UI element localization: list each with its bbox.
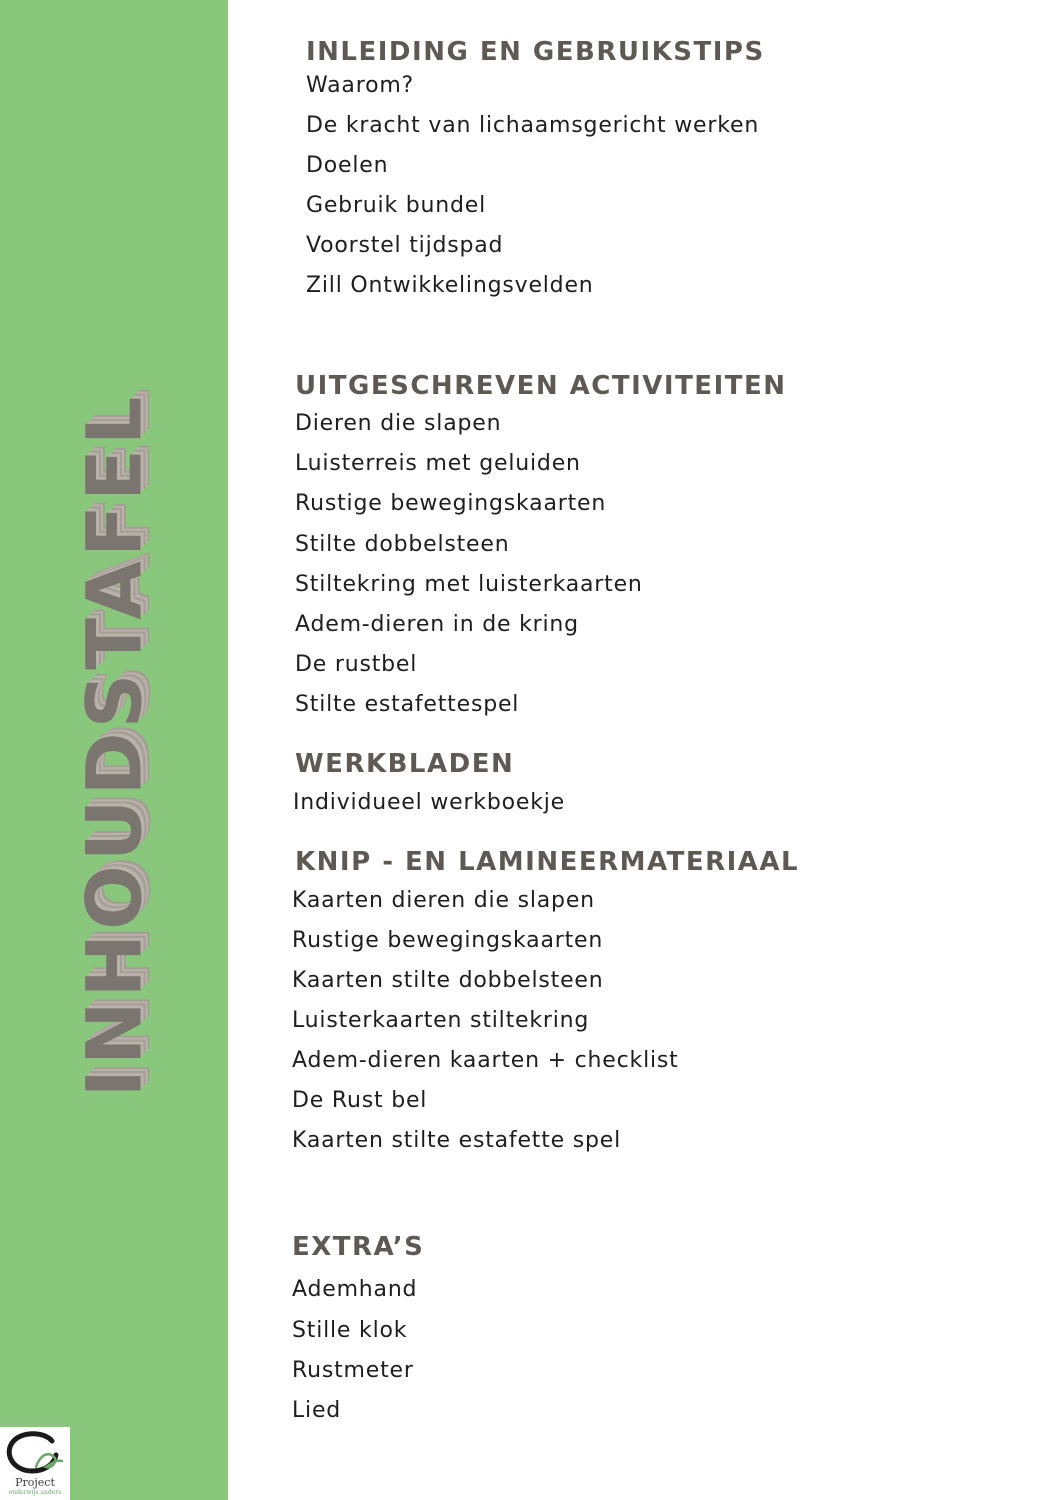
toc-item: Rustige bewegingskaarten (295, 491, 607, 516)
toc-item: Dieren die slapen (295, 411, 502, 436)
toc-item: Stilte dobbelsteen (295, 532, 510, 557)
page-title: INHOUDSTAFEL (69, 392, 159, 1098)
toc-item: Stiltekring met luisterkaarten (295, 572, 643, 597)
logo-tagline: onderwijs anders (8, 1489, 62, 1496)
toc-item: Doelen (306, 153, 389, 178)
section-heading-extras: EXTRA’S (292, 1232, 425, 1262)
toc-item: Luisterkaarten stiltekring (292, 1008, 590, 1033)
toc-item: Rustmeter (292, 1358, 414, 1383)
toc-item: Kaarten stilte dobbelsteen (292, 968, 604, 993)
toc-item: Adem-dieren kaarten + checklist (292, 1048, 679, 1073)
toc-item: Rustige bewegingskaarten (292, 928, 604, 953)
toc-item: De kracht van lichaamsgericht werken (306, 113, 760, 138)
toc-item: Gebruik bundel (306, 193, 487, 218)
section-heading-werkbladen: WERKBLADEN (295, 749, 515, 779)
toc-item: De rustbel (295, 652, 418, 677)
toc-item: Waarom? (306, 73, 415, 98)
toc-item: Ademhand (292, 1277, 418, 1302)
toc-item: Voorstel tijdspad (306, 233, 504, 258)
toc-item: Kaarten stilte estafette spel (292, 1128, 622, 1153)
section-heading-knip-lamineer: KNIP - EN LAMINEERMATERIAAL (295, 847, 800, 877)
toc-item: Luisterreis met geluiden (295, 451, 581, 476)
toc-item: Kaarten dieren die slapen (292, 888, 595, 913)
section-heading-activiteiten: UITGESCHREVEN ACTIVITEITEN (295, 371, 787, 401)
toc-item: Individueel werkboekje (293, 790, 565, 815)
toc-item: Zill Ontwikkelingsvelden (306, 273, 594, 298)
toc-item: Stilte estafettespel (295, 692, 520, 717)
toc-item: Stille klok (292, 1318, 408, 1343)
toc-item: Lied (292, 1398, 342, 1423)
logo-name: Project (15, 1476, 55, 1489)
toc-item: Adem-dieren in de kring (295, 612, 579, 637)
toc-item: De Rust bel (292, 1088, 428, 1113)
section-heading-inleiding: INLEIDING EN GEBRUIKSTIPS (306, 37, 765, 67)
